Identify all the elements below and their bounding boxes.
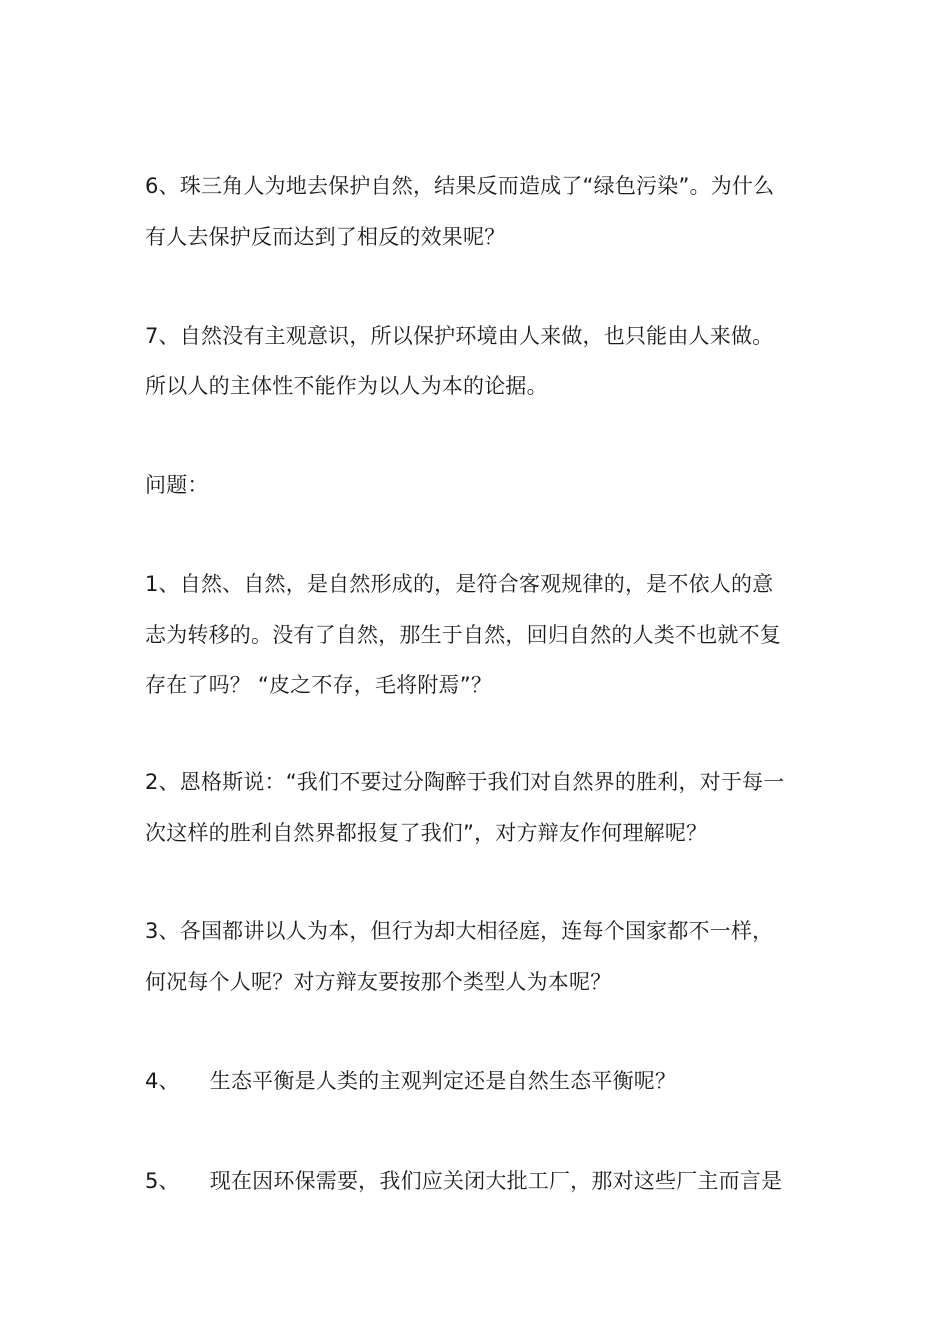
question-2-line-1: 2、恩格斯说：“我们不要过分陶醉于我们对自然界的胜利，对于每一	[145, 770, 785, 794]
paragraph-6-line-2: 有人去保护反而达到了相反的效果呢？	[145, 225, 506, 249]
question-1-line-2: 志为转移的。没有了自然，那生于自然，回归自然的人类不也就不复	[145, 623, 781, 647]
question-5-text: 现在因环保需要，我们应关闭大批工厂，那对这些厂主而言是	[209, 1169, 783, 1193]
question-1-line-3: 存在了吗？ “皮之不存，毛将附焉”？	[145, 673, 493, 697]
question-5-number: 5、	[145, 1169, 180, 1193]
paragraph-7-line-2: 所以人的主体性不能作为以人为本的论据。	[145, 374, 548, 398]
question-3-line-2: 何况每个人呢？对方辩友要按那个类型人为本呢？	[145, 970, 612, 994]
questions-heading: 问题：	[145, 473, 209, 497]
paragraph-7-line-1: 7、自然没有主观意识，所以保护环境由人来做，也只能由人来做。	[145, 324, 774, 348]
question-5	[145, 1166, 815, 1196]
question-4-text: 生态平衡是人类的主观判定还是自然生态平衡呢？	[209, 1069, 677, 1093]
question-1-line-1: 1、自然、自然，是自然形成的，是符合客观规律的，是不依人的意	[145, 572, 774, 596]
question-3-line-1: 3、各国都讲以人为本，但行为却大相径庭，连每个国家都不一样，	[145, 919, 774, 943]
paragraph-6-line-1: 6、珠三角人为地去保护自然，结果反而造成了“绿色污染”。为什么	[145, 174, 775, 198]
question-4-number: 4、	[145, 1069, 180, 1093]
question-4	[145, 1066, 815, 1096]
question-2-line-2: 次这样的胜利自然界都报复了我们”，对方辩友作何理解呢？	[145, 821, 708, 845]
